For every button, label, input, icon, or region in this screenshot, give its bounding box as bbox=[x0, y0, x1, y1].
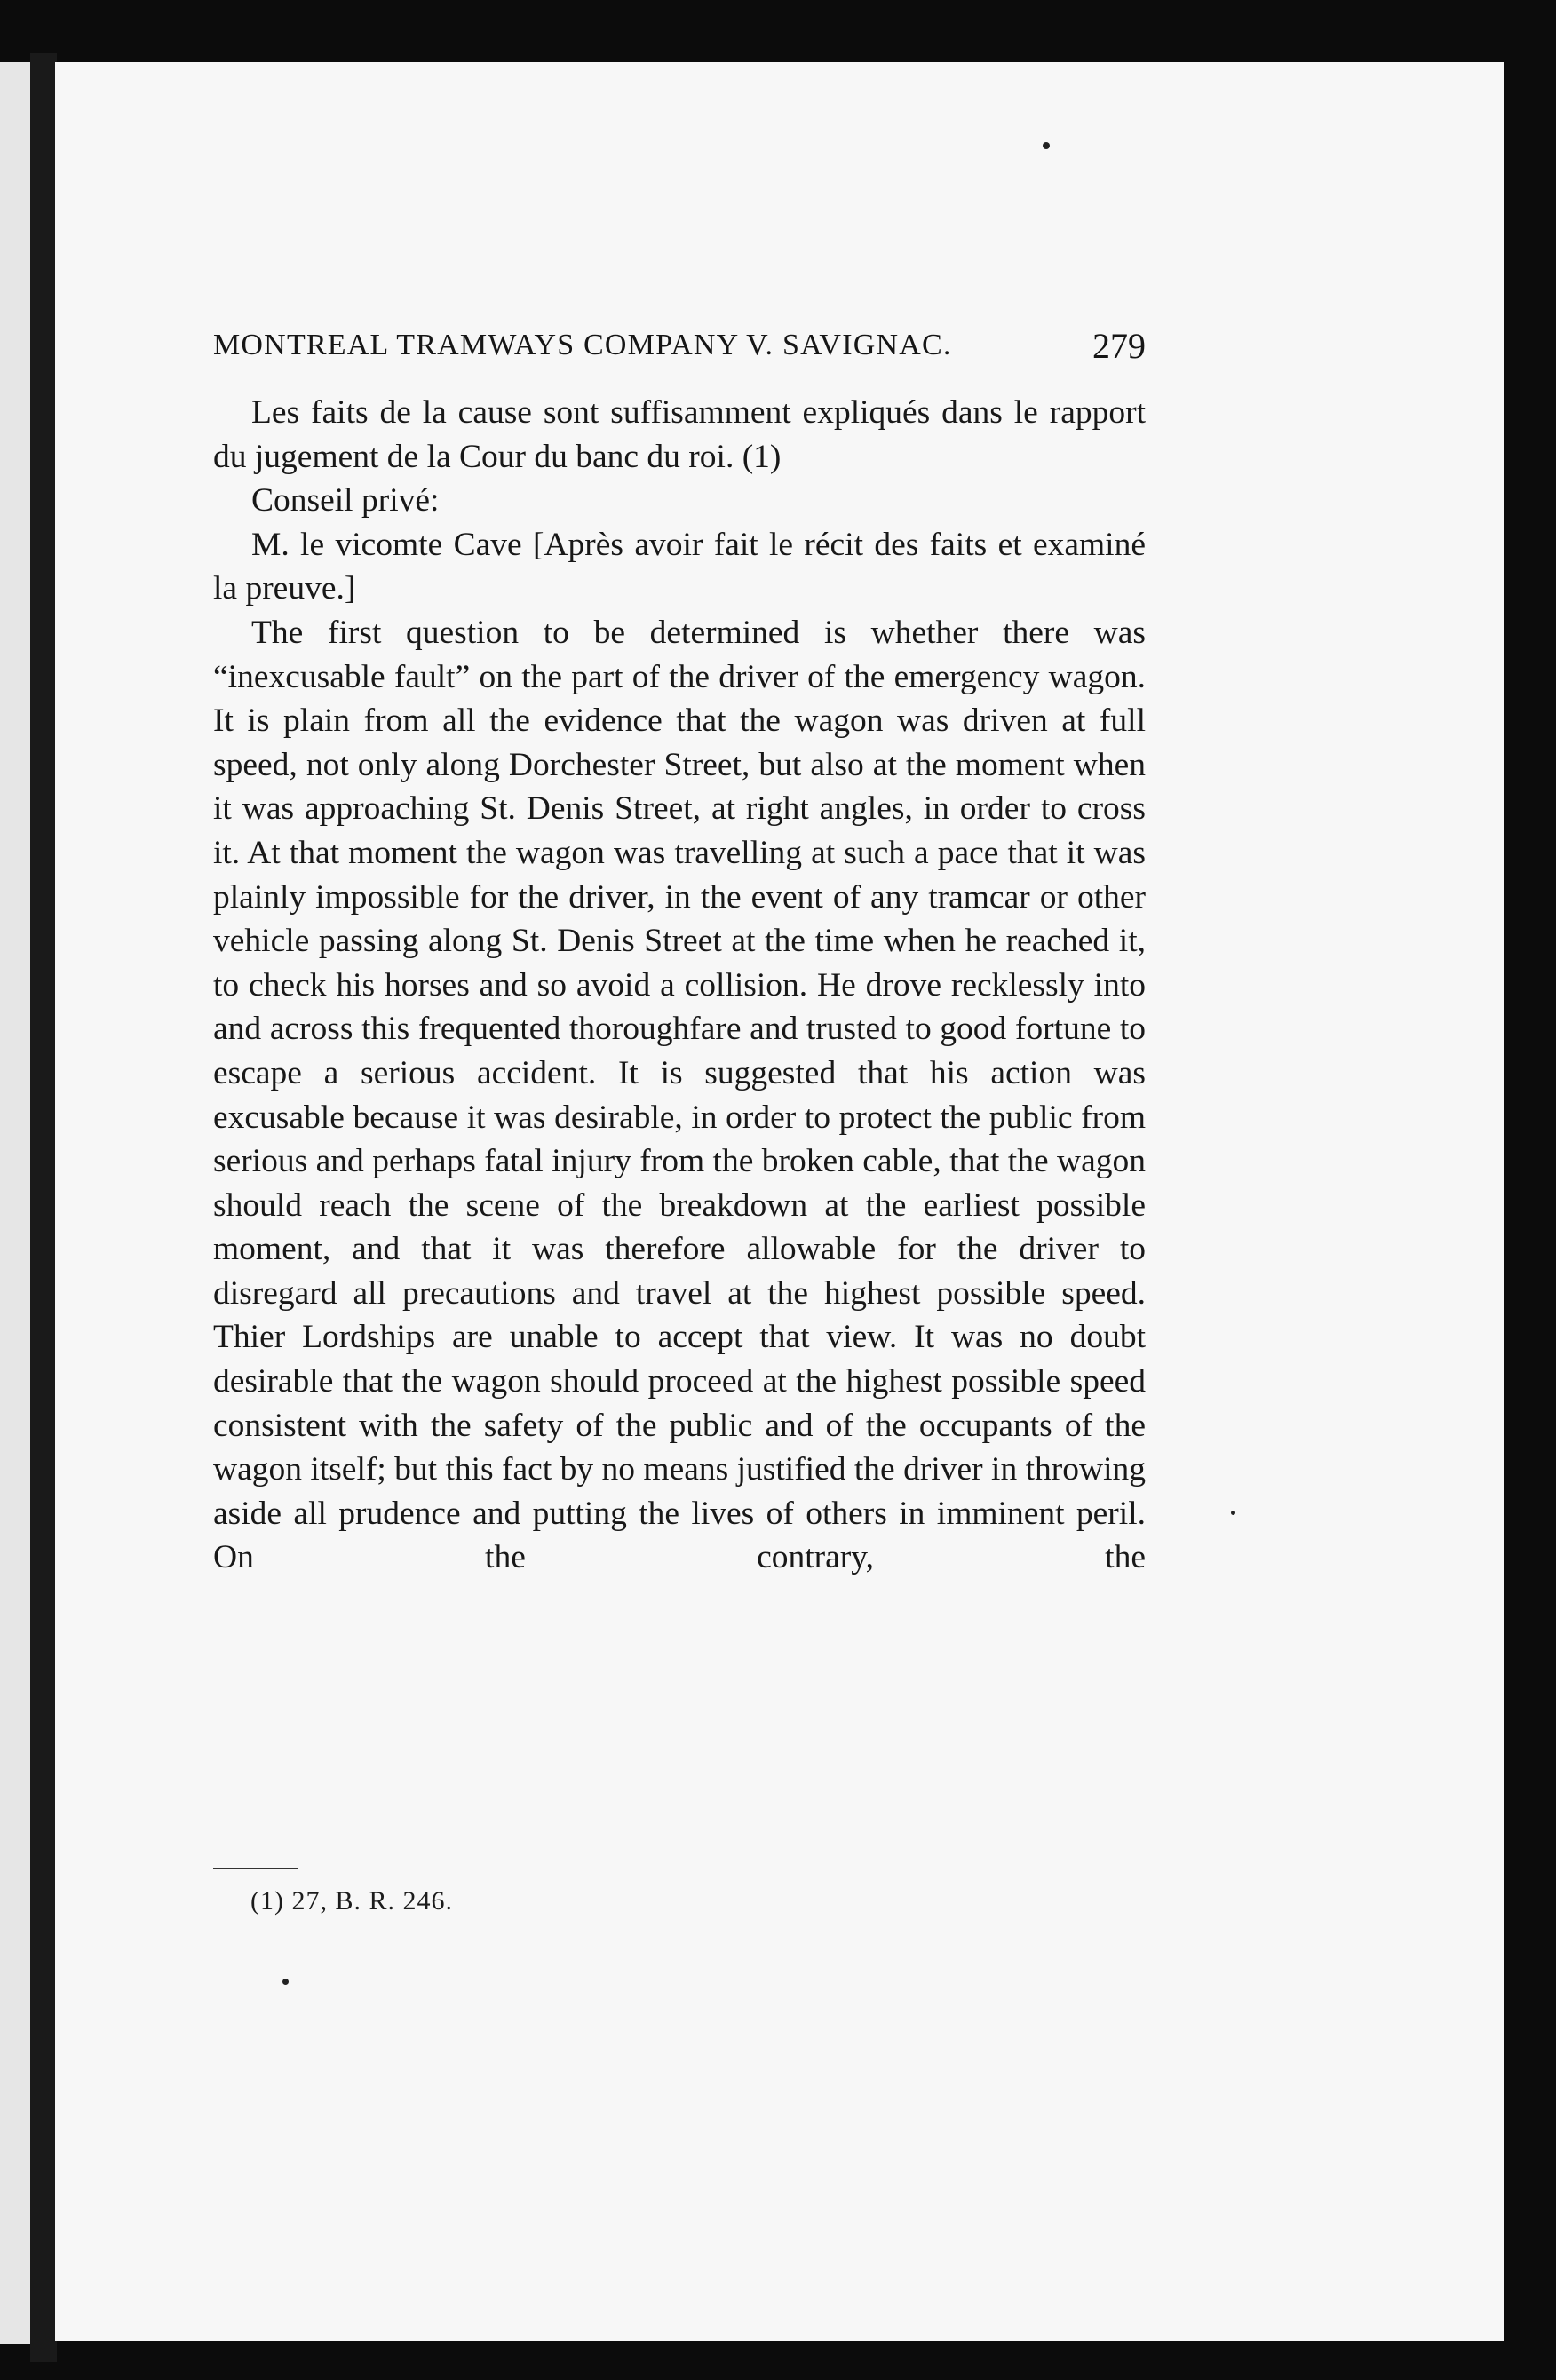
paper-speck bbox=[282, 1979, 289, 1985]
paragraph-judge: M. le vicomte Cave [Après avoir fait le récit des faits et examiné la preuve.] bbox=[213, 526, 1146, 607]
paragraph-judgment: The first question to be determined is whether there was “inexcusable fault” on the part of the driver of the emergency wagon. It is plain from all the evidence that the wagon was driven at full speed, not only along Dorchester Street, but also at the moment when it was approaching St. Denis Street, at right angles, in order to cross it. At that moment the wagon was travelling at such a pace that it was plainly impossible for the driver, in the event of any tramcar or other vehicle passing along St. Denis Street at the time when he reached it, to check his horses and so avoid a collision. He drove recklessly into and across this frequented thoroughfare and trusted to good fortune to escape a serious accident. It is suggested that his action was excusable because it was desirable, in order to protect the public from serious and perhaps fatal injury from the broken cable, that the wagon should reach the scene of the breakdown at the earliest possible moment, and that it was therefore allowable for the driver to disregard all precautions and travel at the highest possible speed. Thier Lordships are unable to accept that view. It was no doubt desirable that the wagon should proceed at the highest possible speed consistent with the safety of the public and of the occupants of the wagon itself; but this fact by no means justified the driver in throwing aside all prudence and putting the lives of others in imminent peril. On the contrary, the bbox=[213, 614, 1146, 1576]
running-head: MONTREAL TRAMWAYS COMPANY V. SAVIGNAC. bbox=[213, 329, 952, 361]
page-number: 279 bbox=[1092, 326, 1146, 366]
page-body bbox=[213, 391, 1146, 1580]
page-header bbox=[213, 326, 1146, 382]
left-page-edge bbox=[0, 62, 30, 2344]
paragraph-facts: Les faits de la cause sont suffisamment expliqués dans le rapport du jugement de la Cour du banc du roi. (1) bbox=[213, 394, 1146, 475]
footnote-rule bbox=[213, 1868, 298, 1869]
paper-speck bbox=[1043, 142, 1050, 149]
footnote: (1) 27, B. R. 246. bbox=[250, 1886, 453, 1916]
paper-speck bbox=[1231, 1511, 1235, 1515]
paragraph-council: Conseil privé: bbox=[251, 482, 440, 520]
book-gutter bbox=[30, 53, 57, 2362]
